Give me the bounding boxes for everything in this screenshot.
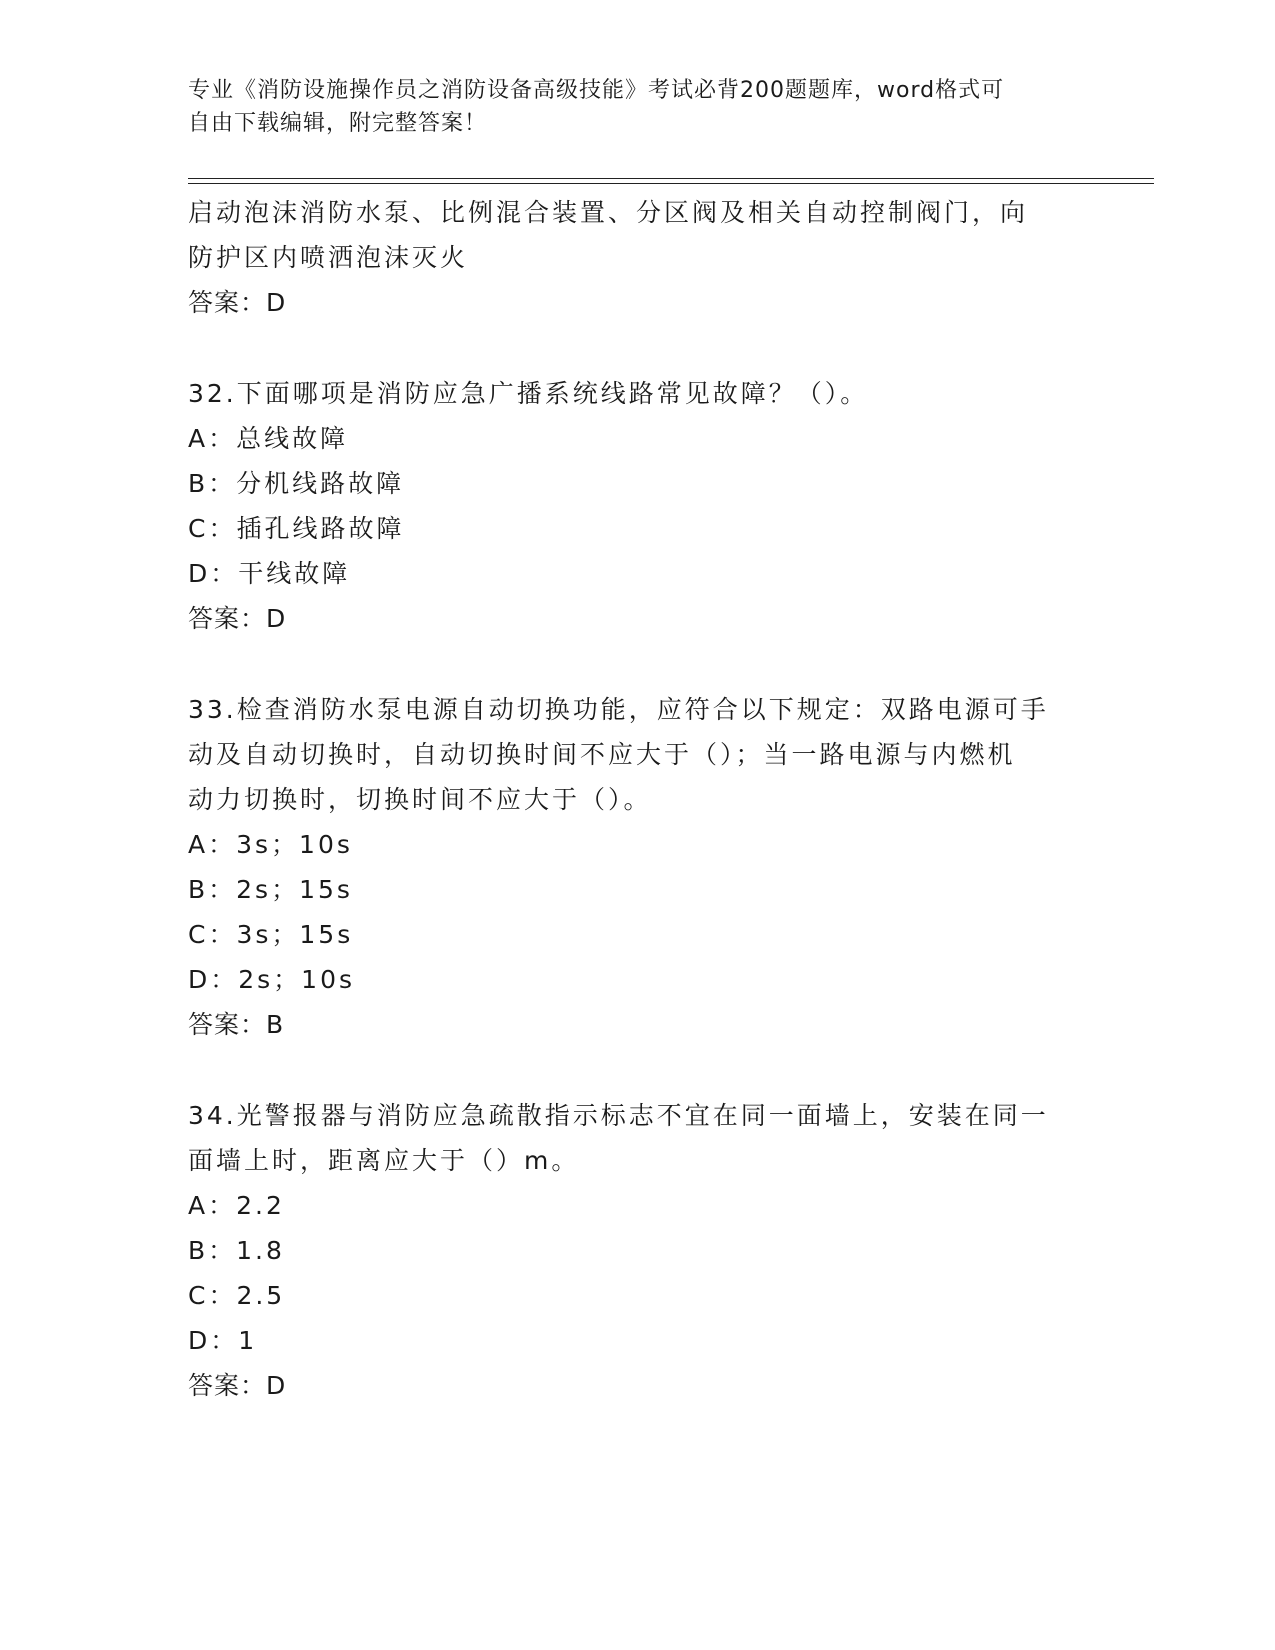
option-a: A：2.2	[188, 1191, 285, 1220]
header-divider-bottom	[188, 183, 1154, 184]
header-line-1: 专业《消防设施操作员之消防设备高级技能》考试必背200题题库，word格式可	[188, 78, 1005, 103]
document-body	[188, 190, 1088, 1408]
question-text-line: 面墙上时，距离应大于（）m。	[188, 1146, 580, 1175]
question-34	[188, 1093, 1088, 1408]
previous-question-continuation	[188, 190, 1088, 325]
option-d: D：2s；10s	[188, 965, 356, 994]
question-text-line: 动及自动切换时，自动切换时间不应大于（）；当一路电源与内燃机	[188, 740, 1016, 769]
question-text-line: 32.下面哪项是消防应急广播系统线路常见故障？（）。	[188, 379, 869, 408]
option-c: C：插孔线路故障	[188, 514, 405, 543]
question-33	[188, 687, 1088, 1047]
option-d: D：干线故障	[188, 559, 351, 588]
option-a: A：总线故障	[188, 424, 349, 453]
answer-line: 答案：D	[188, 288, 287, 317]
question-32	[188, 371, 1088, 641]
answer-line: 答案：B	[188, 1010, 285, 1039]
option-c: C：2.5	[188, 1281, 286, 1310]
document-header	[188, 74, 1088, 140]
option-b: B：2s；15s	[188, 875, 353, 904]
header-divider-top	[188, 178, 1154, 179]
option-a: A：3s；10s	[188, 830, 353, 859]
question-text-line: 33.检查消防水泵电源自动切换功能，应符合以下规定：双路电源可手	[188, 695, 1049, 724]
question-text-line: 34.光警报器与消防应急疏散指示标志不宜在同一面墙上，安装在同一	[188, 1101, 1049, 1130]
header-line-2: 自由下载编辑，附完整答案！	[188, 111, 488, 136]
option-b: B：分机线路故障	[188, 469, 405, 498]
option-d: D：1	[188, 1326, 258, 1355]
option-b: B：1.8	[188, 1236, 285, 1265]
answer-line: 答案：D	[188, 604, 287, 633]
answer-line: 答案：D	[188, 1371, 287, 1400]
question-text-line: 启动泡沫消防水泵、比例混合装置、分区阀及相关自动控制阀门，向	[188, 198, 1029, 227]
question-text-line: 防护区内喷洒泡沫灭火	[188, 243, 469, 272]
question-text-line: 动力切换时，切换时间不应大于（）。	[188, 785, 652, 814]
option-c: C：3s；15s	[188, 920, 354, 949]
